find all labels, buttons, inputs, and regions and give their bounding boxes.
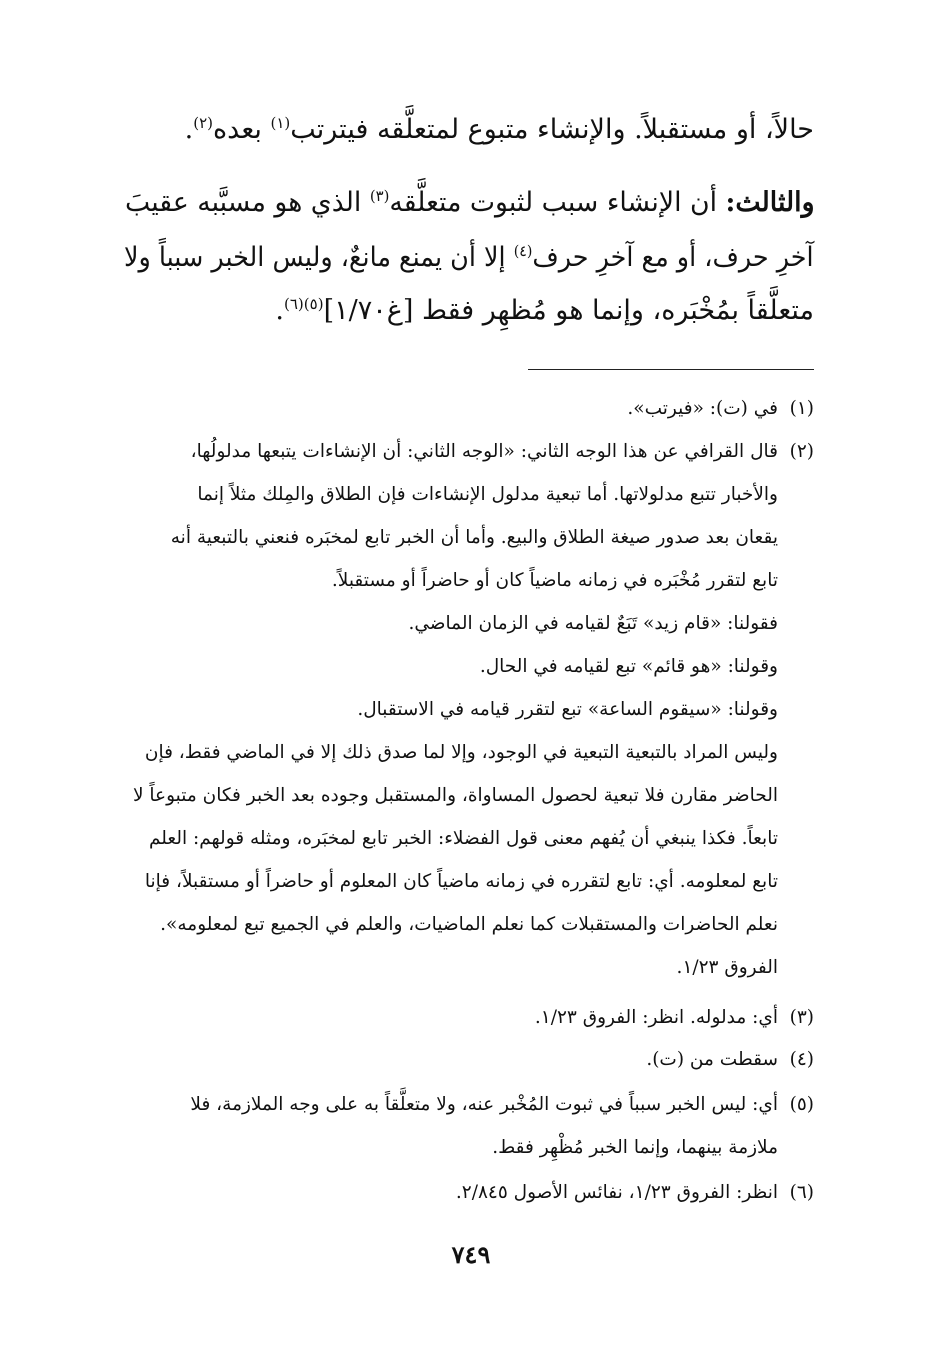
body-text-segment: حالاً، أو مستقبلاً. والإنشاء متبوع لمتعلَّقه فيترتب	[290, 114, 814, 145]
footnote-text: أي: ليس الخبر سبباً في ثبوت المُخْبر عنه، ولا متعلَّقاً به على وجه الملازمة، فلا	[190, 1094, 778, 1115]
footnote-text: يقعان بعد صدور صيغة الطلاق والبيع. وأما أن الخبر تابع لمخبَره فنعني بالتبعية أنه	[170, 527, 778, 548]
footnote-line	[197, 484, 814, 506]
page-number: ٧٤٩	[451, 1240, 491, 1269]
footnote-number: (٣)	[789, 1007, 814, 1028]
footnote-ref[interactable]: (٣)	[369, 187, 389, 205]
footnote-line	[171, 527, 814, 549]
footnote-number: (٥)	[789, 1094, 814, 1115]
body-text-segment: الذي هو مسبَّبه عقيبَ	[124, 187, 370, 218]
footnote-text: وقولنا: «سيقوم الساعة» تبع لتقرر قيامه في الاستقبال.	[357, 699, 778, 720]
body-text-segment: أن الإنشاء سبب لثبوت متعلَّقه	[388, 187, 726, 218]
footnote-line	[409, 613, 815, 635]
footnote-text: في (ت): «فيرتب».	[627, 398, 778, 419]
body-line-2	[124, 188, 814, 218]
footnote-line	[357, 699, 814, 721]
footnote-number: (٤)	[789, 1049, 814, 1070]
footnote-number: (١)	[789, 398, 814, 419]
footnote-line	[133, 785, 814, 807]
footnote-text: ملازمة بينهما، وإنما الخبر مُظْهِر فقط.	[492, 1137, 778, 1158]
footnote-ref[interactable]: (١)	[270, 114, 291, 132]
body-text-segment: .	[184, 114, 194, 145]
footnote-text: أي: مدلوله. انظر: الفروق ١/٢٣.	[534, 1007, 778, 1028]
footnote-text: تابعاً. فكذا ينبغي أن يُفهم معنى قول الفضلاء: الخبر تابع لمخبَره، ومثله قولهم: العلم	[148, 828, 778, 849]
body-line-4	[275, 296, 814, 326]
paragraph-lead: والثالث:	[725, 187, 814, 218]
footnote-ref[interactable]: (٢)	[193, 114, 214, 132]
footnote-line	[149, 828, 814, 850]
footnote-line	[456, 1182, 814, 1204]
footnote-line	[191, 441, 814, 463]
footnote-line	[627, 398, 814, 420]
body-text-segment: إلا أن يمنع مانعٌ، وليس الخبر سبباً ولا	[124, 242, 515, 273]
footnote-line	[332, 570, 814, 592]
body-text-segment: متعلَّقاً بمُخْبَره، وإنما هو مُظهِر فقط [غ١/٧٠]	[323, 295, 814, 326]
footnote-line	[535, 1007, 814, 1029]
footnote-line	[646, 1049, 814, 1071]
footnote-ref[interactable]: (٥)(٦)	[284, 295, 324, 313]
footnote-text: نعلم الحاضرات والمستقبلات كما نعلم الماضيات، والعلم في الجميع تبع لمعلومه».	[160, 914, 778, 935]
footnote-line	[145, 742, 814, 764]
footnote-ref[interactable]: (٤)	[514, 242, 533, 260]
footnote-number: (٢)	[789, 441, 814, 462]
footnote-text: تابع لتقرر مُخْبَره في زمانه ماضياً كان أو حاضراً أو مستقبلاً.	[331, 570, 778, 591]
footnote-text: الحاضر مقارن فلا تبعية لحصول المساواة، والمستقبل وجوده بعد الخبر فكان متبوعاً لا	[132, 785, 778, 806]
footnote-text: فقولنا: «قام زيد» تَبَعٌ لقيامه في الزمان الماضي.	[408, 613, 778, 634]
footnote-text: الفروق ١/٢٣.	[676, 957, 778, 978]
footnote-separator	[528, 369, 814, 370]
footnote-text: والأخبار تتبع مدلولاتها. أما تبعية مدلول الإنشاءات فإن الطلاق والمِلك مثلاً إنما	[197, 484, 778, 505]
body-text-segment: بعده	[213, 114, 271, 145]
footnote-text: سقطت من (ت).	[646, 1049, 778, 1070]
footnote-text: وقولنا: «هو قائم» تبع لقيامه في الحال.	[479, 656, 778, 677]
footnote-text: تابع لمعلومه. أي: تابع لتقرره في زمانه ماضياً كان المعلوم أو حاضراً أو مستقبلاً، فإنا	[144, 871, 778, 892]
body-line-3	[124, 243, 814, 273]
footnote-text: قال القرافي عن هذا الوجه الثاني: «الوجه الثاني: أن الإنشاءات يتبعها مدلولُها،	[190, 441, 778, 462]
body-text-segment: .	[275, 295, 284, 326]
footnote-line	[492, 1137, 814, 1159]
footnote-line	[145, 871, 814, 893]
footnote-number: (٦)	[789, 1182, 814, 1203]
body-line-1	[185, 115, 814, 145]
footnote-text: انظر: الفروق ١/٢٣، نفائس الأصول ٢/٨٤٥.	[455, 1182, 778, 1203]
footnote-text: وليس المراد بالتبعية التبعية في الوجود، وإلا لما صدق ذلك إلا في الماضي فقط، فإن	[144, 742, 778, 763]
footnote-line	[160, 914, 814, 936]
footnote-line	[480, 656, 814, 678]
footnote-line	[677, 957, 814, 979]
body-text-segment: آخرِ حرف، أو مع آخرِ حرف	[532, 242, 814, 273]
footnote-line	[190, 1094, 814, 1116]
